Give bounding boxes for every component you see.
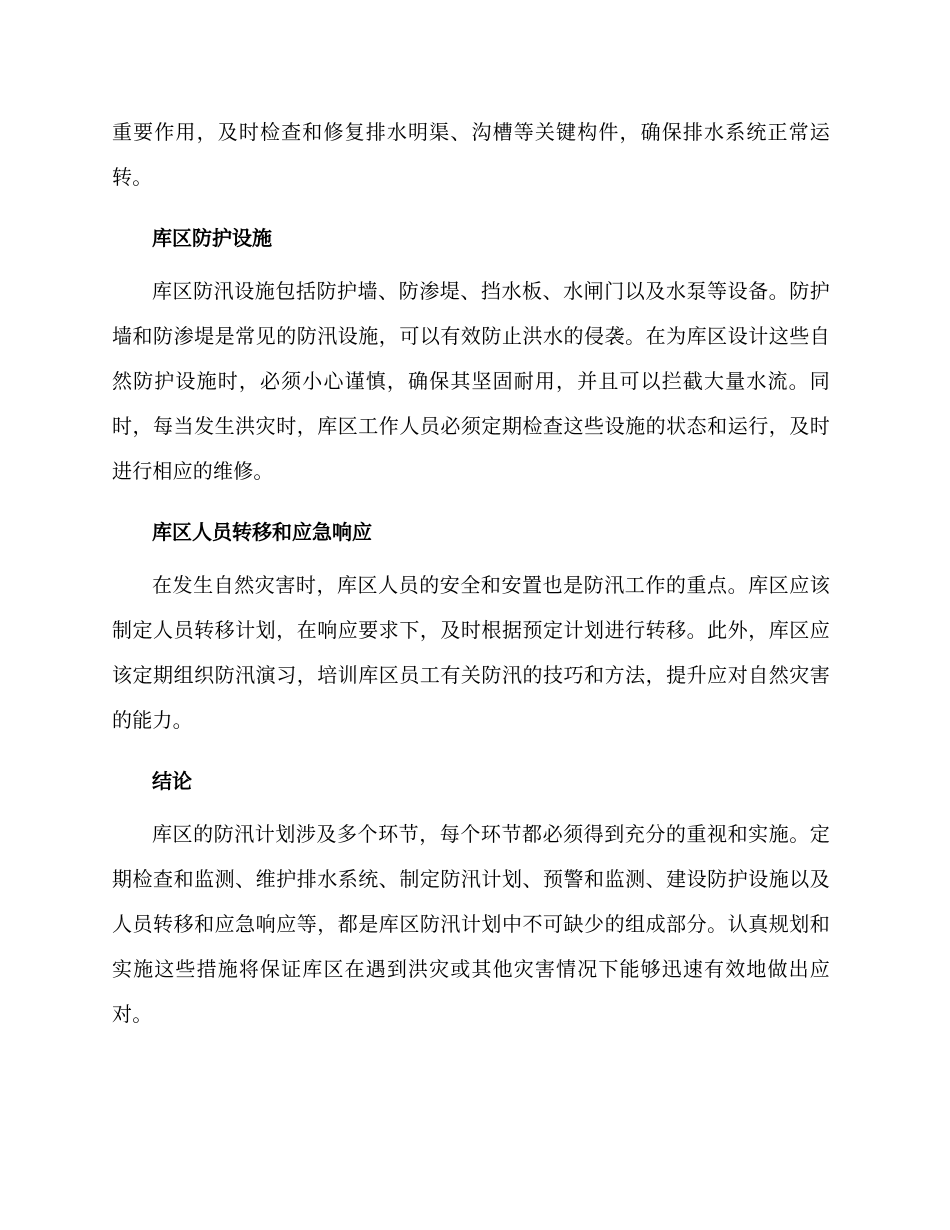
- section-heading-personnel-transfer: 库区人员转移和应急响应: [152, 520, 372, 544]
- section-body-personnel-transfer: 在发生自然灾害时，库区人员的安全和安置也是防汛工作的重点。库区应该制定人员转移计划，在响应要求下，及时根据预定计划进行转移。此外，库区应该定期组织防汛演习，培训库区员工有关防汛的技巧和方法，提升应对自然灾害的能力。: [112, 573, 830, 732]
- section-heading-protection-facilities: 库区防护设施: [152, 226, 272, 250]
- document-page: [112, 110, 830, 1037]
- section-body-protection-facilities: 库区防汛设施包括防护墙、防渗堤、挡水板、水闸门以及水泵等设备。防护墙和防渗堤是常见的防汛设施，可以有效防止洪水的侵袭。在为库区设计这些自然防护设施时，必须小心谨慎，确保其坚固耐用，并且可以拦截大量水流。同时，每当发生洪灾时，库区工作人员必须定期检查这些设施的状态和运行，及时进行相应的维修。: [112, 279, 830, 483]
- section-body-conclusion: 库区的防汛计划涉及多个环节，每个环节都必须得到充分的重视和实施。定期检查和监测、维护排水系统、制定防汛计划、预警和监测、建设防护设施以及人员转移和应急响应等，都是库区防汛计划中不可缺少的组成部分。认真规划和实施这些措施将保证库区在遇到洪灾或其他灾害情况下能够迅速有效地做出应对。: [112, 822, 830, 1026]
- intro-continuation-paragraph: 重要作用，及时检查和修复排水明渠、沟槽等关键构件，确保排水系统正常运转。: [112, 120, 830, 189]
- section-heading-conclusion: 结论: [152, 769, 192, 793]
